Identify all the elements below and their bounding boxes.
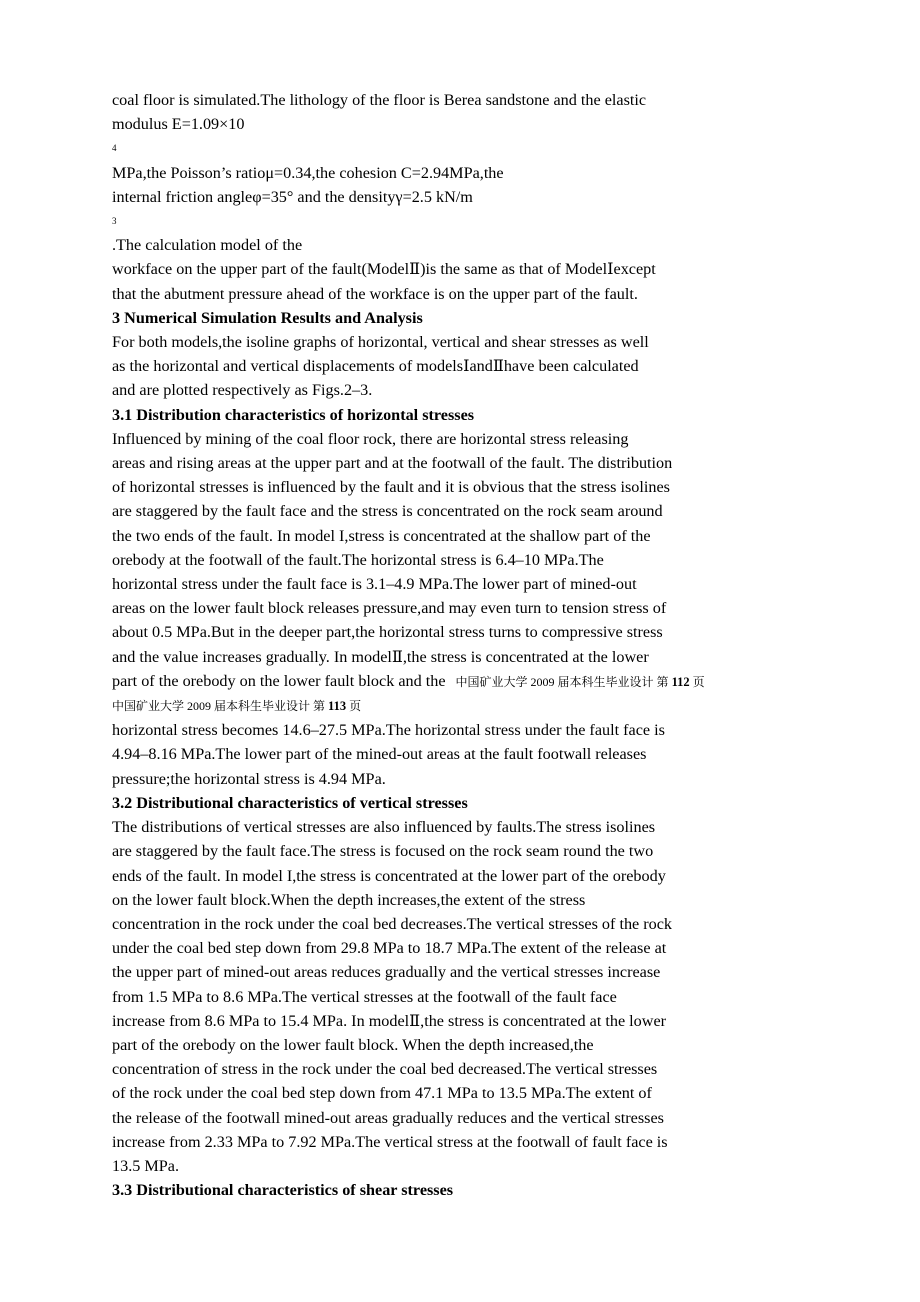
text-line: on the lower fault block.When the depth increases,the extent of the stress [112,890,586,909]
text-line: internal friction angleφ=35° and the densityγ=2.5 kN/m [112,187,473,206]
text-line: concentration of stress in the rock under the coal bed decreased.The vertical stresses [112,1060,658,1079]
text-line: orebody at the footwall of the fault.The horizontal stress is 6.4–10 MPa.The [112,550,604,569]
text-line: Influenced by mining of the coal floor rock, there are horizontal stress releasing [112,429,629,448]
subsection-heading: 3.1 Distribution characteristics of horizontal stresses [112,405,475,424]
text-line: and the value increases gradually. In modelⅡ,the stress is concentrated at the lower [112,647,649,666]
text-line: .The calculation model of the [112,236,303,255]
text-line: ends of the fault. In model I,the stress is concentrated at the lower part of the orebody [112,866,666,885]
superscript: 3 [112,216,117,227]
text-line: the upper part of mined-out areas reduces gradually and the vertical stresses increase [112,963,661,982]
text-line: horizontal stress under the fault face is 3.1–4.9 MPa.The lower part of mined-out [112,575,637,594]
document-page [112,88,812,1202]
text-line: and are plotted respectively as Figs.2–3. [112,381,373,400]
text-line: of horizontal stresses is influenced by the fault and it is obvious that the stress isolines [112,478,670,497]
text-line: about 0.5 MPa.But in the deeper part,the horizontal stress turns to compressive stress [112,623,663,642]
text-line: concentration in the rock under the coal bed decreases.The vertical stresses of the rock [112,914,673,933]
page-header: 中国矿业大学 2009 届本科生毕业设计 第 113 页 [112,699,362,714]
text-line: part of the orebody on the lower fault block. When the depth increased,the [112,1035,594,1054]
text-line: under the coal bed step down from 29.8 MPa to 18.7 MPa.The extent of the release at [112,939,667,958]
text-line: of the rock under the coal bed step down from 47.1 MPa to 13.5 MPa.The extent of [112,1084,652,1103]
text-line: are staggered by the fault face and the stress is concentrated on the rock seam around [112,502,663,521]
text-line-part: part of the orebody on the lower fault block and the [112,671,446,690]
text-line: areas on the lower fault block releases pressure,and may even turn to tension stress of [112,599,667,618]
text-line: as the horizontal and vertical displacements of modelsⅠandⅡhave been calculated [112,357,639,376]
text-line: are staggered by the fault face.The stress is focused on the rock seam round the two [112,842,654,861]
text-line: 13.5 MPa. [112,1156,180,1175]
text-line: The distributions of vertical stresses are also influenced by faults.The stress isolines [112,818,656,837]
text-line: horizontal stress becomes 14.6–27.5 MPa.The horizontal stress under the fault face is [112,721,665,740]
page-footer: 中国矿业大学 2009 届本科生毕业设计 第 112 页 [455,674,705,689]
subsection-heading: 3.2 Distributional characteristics of vertical stresses [112,793,468,812]
text-line: areas and rising areas at the upper part and at the footwall of the fault. The distribution [112,454,673,473]
text-line: workface on the upper part of the fault(ModelⅡ)is the same as that of ModelⅠexcept [112,260,656,279]
text-line: modulus E=1.09×10 [112,115,245,134]
text-line: coal floor is simulated.The lithology of the floor is Berea sandstone and the elastic [112,91,647,109]
text-line: pressure;the horizontal stress is 4.94 MPa. [112,769,386,788]
text-line: 4.94–8.16 MPa.The lower part of the mined-out areas at the fault footwall releases [112,745,647,764]
superscript: 4 [112,143,117,154]
text-line: from 1.5 MPa to 8.6 MPa.The vertical stresses at the footwall of the fault face [112,987,617,1006]
section-heading: 3 Numerical Simulation Results and Analysis [112,308,423,327]
text-line [112,669,812,694]
text-line: the two ends of the fault. In model I,stress is concentrated at the shallow part of the [112,526,651,545]
text-line: that the abutment pressure ahead of the workface is on the upper part of the fault. [112,284,638,303]
text-line: For both models,the isoline graphs of horizontal, vertical and shear stresses as well [112,333,649,352]
text-line: increase from 8.6 MPa to 15.4 MPa. In modelⅡ,the stress is concentrated at the lower [112,1011,667,1030]
text-line: the release of the footwall mined-out areas gradually reduces and the vertical stresses [112,1108,664,1127]
text-line: increase from 2.33 MPa to 7.92 MPa.The vertical stress at the footwall of fault face is [112,1132,668,1151]
text-line: MPa,the Poisson’s ratioμ=0.34,the cohesion C=2.94MPa,the [112,163,504,182]
subsection-heading: 3.3 Distributional characteristics of shear stresses [112,1181,454,1200]
